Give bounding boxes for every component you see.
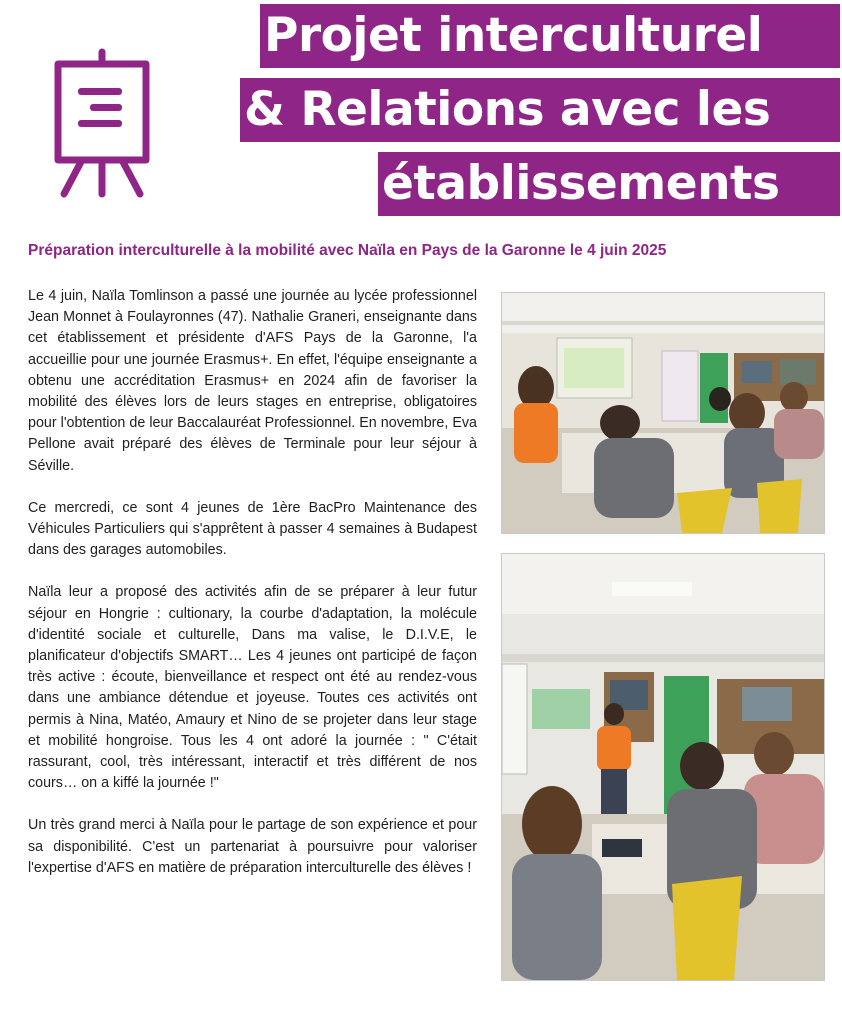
easel-presentation-icon <box>52 48 152 200</box>
article-paragraph-3: Naïla leur a proposé des activités afin de se préparer à leur futur séjour en Hongrie : cultionary, la courbe d'adaptation, la molécule d'identité sociale et culturelle, Dans ma valise, le D.I.V.E, le planificateur d'objectifs SMART… Les 4 jeunes ont participé de façon très active : écoute, bienveillance et respect ont été au rendez-vous dans une ambiance détendue et joyeuse. Toutes ces activités ont permis à Nina, Matéo, Amaury et Nino de se projeter dans leur stage et mobilité hongroise. Tous les 4 ont adoré la journée : " C'était rassurant, cool, très intéressant, interactif et très différent de nos cours… on a kiffé la journée !" <box>28 584 477 792</box>
classroom-photo-2 <box>501 553 825 981</box>
page-title-line-1: Projet interculturel <box>260 4 840 68</box>
article-paragraph-1: Le 4 juin, Naïla Tomlinson a passé une journée au lycée professionnel Jean Monnet à Foulayronnes (47). Nathalie Graneri, enseignante dans cet établissement et présidente d'AFS Pays de la Garonne, l'a accueillie pour une journée Erasmus+. En effet, l'équipe enseignante a obtenu une accréditation Erasmus+ en 2024 afin de favoriser la mobilité des élèves lors de leurs stages en entreprise, obligatoires pour l'obtention de leur Baccalauréat Professionnel. En novembre, Eva Pellone avait préparé des élèves de Terminale pour leur séjour à Séville. <box>28 288 477 474</box>
article-paragraph-2: Ce mercredi, ce sont 4 jeunes de 1ère BacPro Maintenance des Véhicules Particuliers qui s'apprêtent à passer 4 semaines à Budapest dans des garages automobiles. <box>28 499 477 559</box>
page-title-line-3: établissements <box>378 152 840 216</box>
article-body <box>28 286 477 900</box>
classroom-photo-1 <box>501 292 825 534</box>
page-title-line-2: & Relations avec les <box>240 78 840 142</box>
article-subtitle: Préparation interculturelle à la mobilité avec Naïla en Pays de la Garonne le 4 juin 2025 <box>28 242 667 259</box>
article-paragraph-4: Un très grand merci à Naïla pour le partage de son expérience et pour sa disponibilité. C'est un partenariat à poursuivre pour valoriser l'expertise d'AFS en matière de préparation interculturelle des élèves ! <box>28 817 477 876</box>
